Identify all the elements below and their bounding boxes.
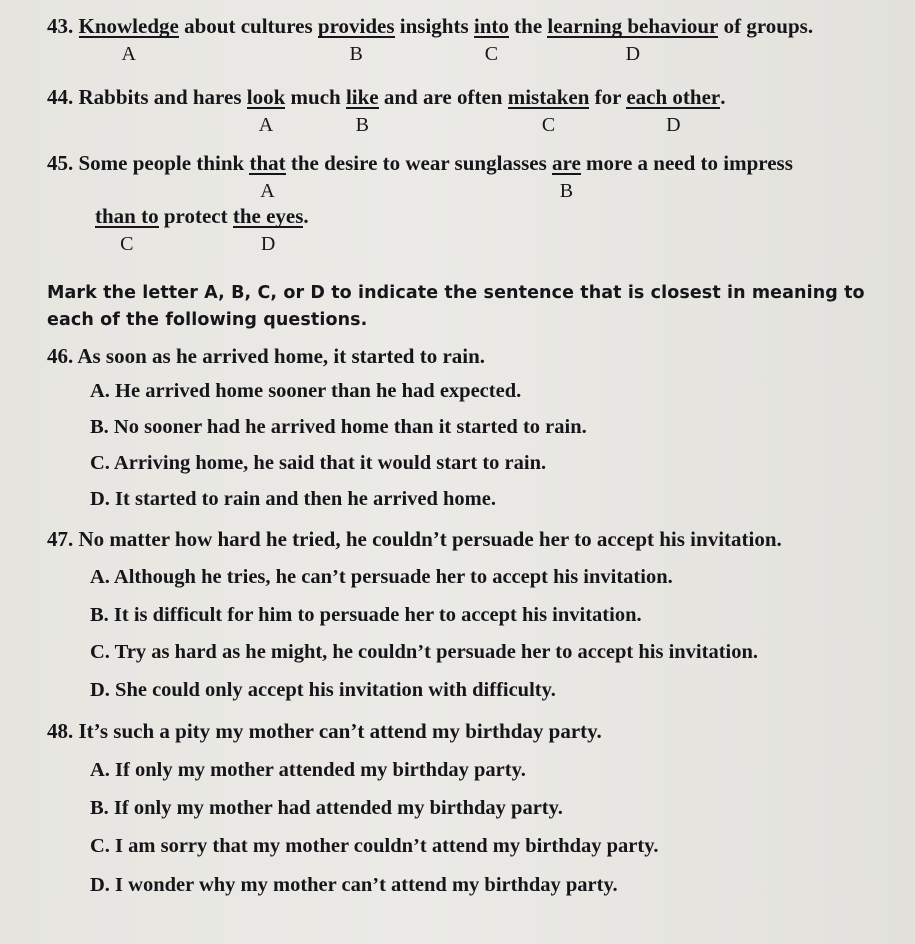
question-48-option-a[interactable]: A. If only my mother attended my birthday party. [90,759,526,781]
instruction-line-1: Mark the letter A, B, C, or D to indicate the sentence that is closest in meaning to [47,283,865,303]
underlined-option-a: look A [246,85,286,136]
question-45-continuation: than to C protect the eyes D . [95,204,309,255]
underlined-option-c: into C [473,14,509,65]
question-48-option-b[interactable]: B. If only my mother had attended my birthday party. [90,797,563,819]
question-48-stem: 48. It’s such a pity my mother can’t attend my birthday party. [47,719,602,743]
option-label-c: C [541,114,556,136]
underlined-option-b: provides B [317,14,395,65]
question-47-option-a[interactable]: A. Although he tries, he can’t persuade her to accept his invitation. [90,566,673,588]
question-48-option-c[interactable]: C. I am sorry that my mother couldn’t attend my birthday party. [90,835,659,857]
option-label-b: B [349,43,363,65]
option-label-a: A [260,180,275,202]
option-label-a: A [258,114,274,136]
question-43: 43. Knowledge A about cultures provides B insights into C the learning behaviour D of groups. [47,14,814,65]
underlined-option-b: like B [345,85,379,136]
question-47-option-d[interactable]: D. She could only accept his invitation with difficulty. [90,679,556,701]
underlined-option-d: learning behaviour D [547,14,719,65]
option-label-b: B [355,114,369,136]
question-46-option-a[interactable]: A. He arrived home sooner than he had expected. [90,380,522,402]
underlined-option-d: each other D [626,85,721,136]
underlined-option-d: the eyes D [232,204,304,255]
question-46-stem: 46. As soon as he arrived home, it started to rain. [47,344,486,368]
instruction-line-2: each of the following questions. [47,310,368,330]
underlined-option-a: Knowledge A [78,14,179,65]
underlined-option-a: that A [249,151,286,202]
option-label-d: D [260,233,276,255]
question-number: 44. [47,85,74,109]
question-46-option-d[interactable]: D. It started to rain and then he arrived home. [90,488,496,510]
question-46-option-b[interactable]: B. No sooner had he arrived home than it started to rain. [90,416,587,438]
underlined-option-c: than to C [95,204,159,255]
option-label-d: D [666,114,681,136]
question-44: 44. Rabbits and hares look A much like B and are often mistaken C for each other D . [47,85,726,136]
option-label-c: C [120,233,134,255]
option-label-d: D [625,43,641,65]
option-label-c: C [484,43,499,65]
underlined-option-b: are B [552,151,581,202]
question-48-option-d[interactable]: D. I wonder why my mother can’t attend my birthday party. [90,874,618,896]
option-label-a: A [121,43,136,65]
question-47-option-b[interactable]: B. It is difficult for him to persuade her to accept his invitation. [90,604,642,626]
question-47-stem: 47. No matter how hard he tried, he couldn’t persuade her to accept his invitation. [47,527,782,551]
question-number: 45. [47,151,74,175]
option-label-b: B [559,180,574,202]
question-46-option-c[interactable]: C. Arriving home, he said that it would start to rain. [90,452,547,474]
question-45: 45. Some people think that A the desire to wear sunglasses are B more a need to impress [47,151,793,202]
question-number: 43. [47,14,74,38]
underlined-option-c: mistaken C [507,85,590,136]
question-47-option-c[interactable]: C. Try as hard as he might, he couldn’t persuade her to accept his invitation. [90,641,758,663]
